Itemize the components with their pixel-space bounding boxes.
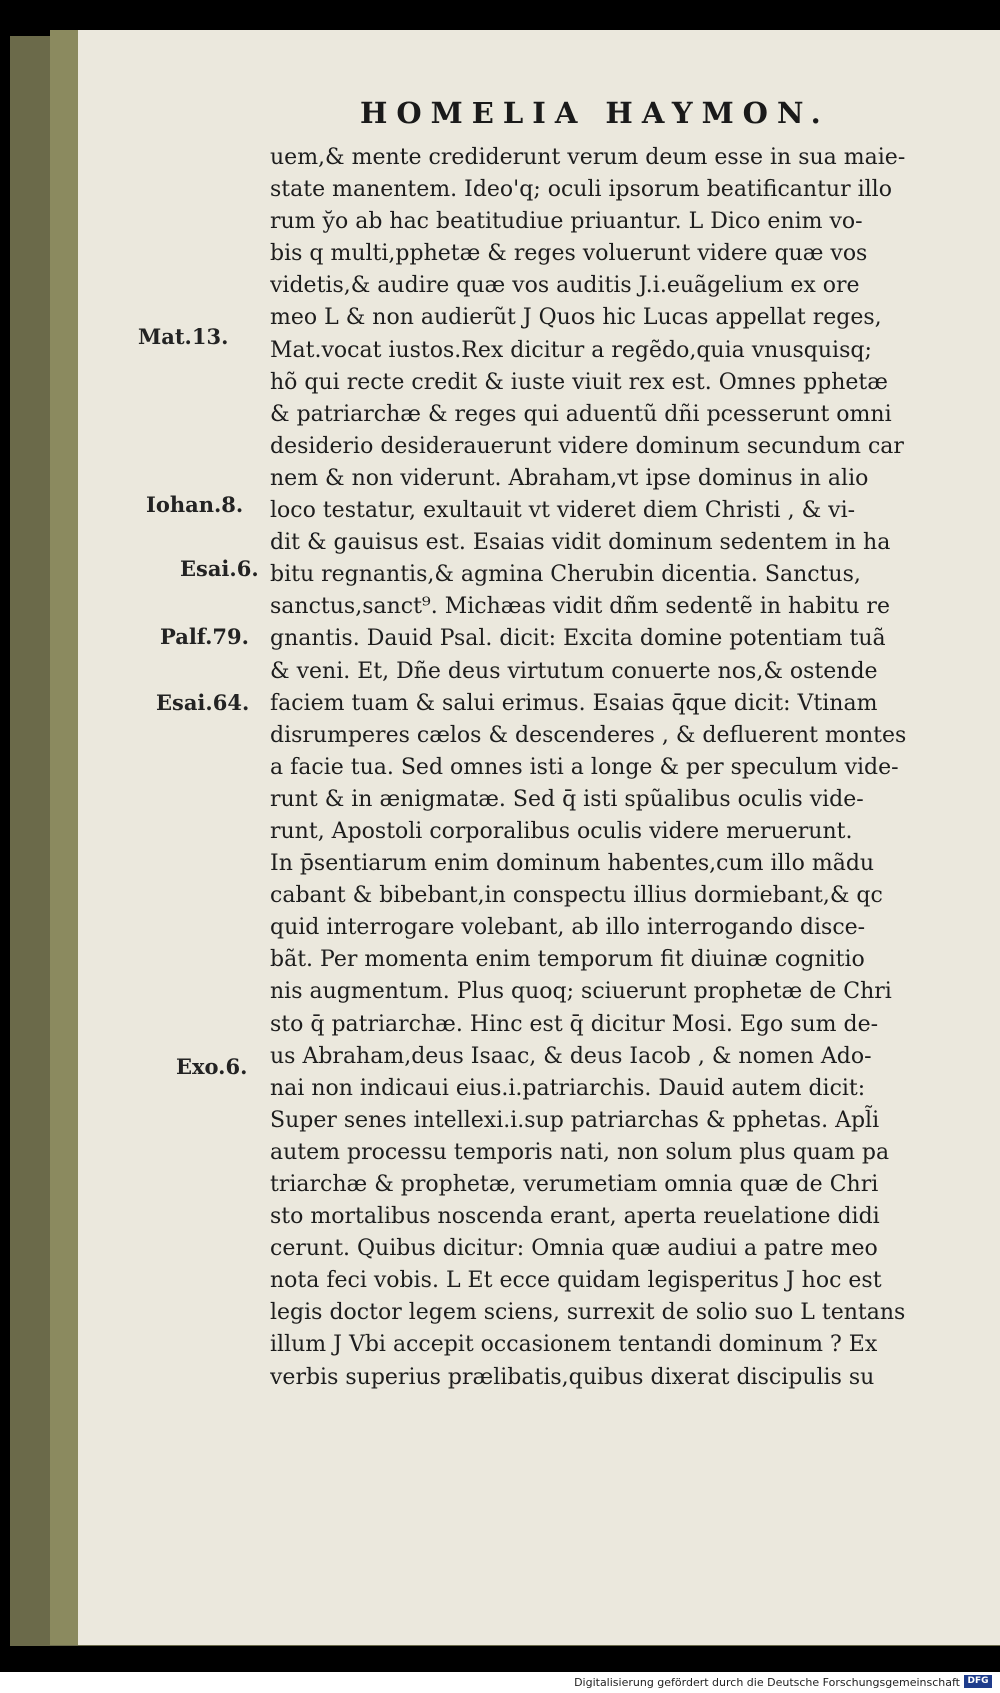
text-line: quid interrogare volebant, ab illo interrogando disce- [270, 915, 866, 941]
margin-note: Palf.79. [160, 624, 249, 649]
text-line: verbis superius prælibatis,quibus dixerat discipulis su [270, 1364, 875, 1390]
text-line: bitu regnantis,& agmina Cherubin dicentia. Sanctus, [270, 562, 861, 588]
text-line: disrumperes cælos & descenderes , & defluerent montes [270, 722, 907, 748]
text-line: legis doctor legem sciens, surrexit de solio suo L tentans [270, 1300, 906, 1326]
text-line: cerunt. Quibus dicitur: Omnia quæ audiui a patre meo [270, 1236, 878, 1262]
margin-note: Esai.64. [156, 690, 250, 715]
text-line: sto mortalibus noscenda erant, aperta reuelatione didi [270, 1204, 880, 1230]
text-line: Super senes intellexi.i.sup patriarchas & pphetas. Apl̃i [270, 1107, 880, 1133]
running-head: HOMELIA HAYMON. [360, 96, 830, 130]
text-line: uem,& mente crediderunt verum deum esse in sua maie- [270, 145, 906, 170]
text-line: nem & non viderunt. Abraham,vt ipse dominus in alio [270, 465, 869, 491]
text-line: cabant & bibebant,in conspectu illius dormiebant,& qc [270, 883, 883, 909]
text-line: meo L & non audierũt J Quos hic Lucas appellat reges, [270, 305, 882, 331]
dfg-logo-icon: DFG [964, 1675, 992, 1688]
text-line: us Abraham,deus Isaac, & deus Iacob , & nomen Ado- [270, 1043, 872, 1069]
text-line: bãt. Per momenta enim temporum fit diuinæ cognitio [270, 947, 865, 973]
text-line: nai non indicaui eius.i.patriarchis. Dauid autem dicit: [270, 1075, 866, 1101]
text-line: runt & in ænigmatæ. Sed q̄ isti spũalibus oculis vide- [270, 786, 864, 812]
text-line: & veni. Et, Dñe deus virtutum conuerte nos,& ostende [270, 658, 878, 684]
text-line: nota feci vobis. L Et ecce quidam legisperitus J hoc est [270, 1268, 882, 1294]
margin-note: Iohan.8. [146, 492, 244, 517]
text-line: triarchæ & prophetæ, verumetiam omnia quæ de Chri [270, 1172, 879, 1197]
text-line: nis augmentum. Plus quoq; sciuerunt prophetæ de Chri [270, 979, 892, 1005]
text-line: & patriarchæ & reges qui aduentũ dñi pcesserunt omni [270, 401, 892, 427]
text-line: faciem tuam & salui erimus. Esaias q̄que dicit: Vtinam [270, 690, 878, 716]
margin-note: Esai.6. [180, 556, 259, 581]
text-line: Mat.vocat iustos.Rex dicitur a regẽdo,quia vnusquisq; [270, 337, 872, 363]
text-line: hõ qui recte credit & iuste viuit rex est. Omnes pphetæ [270, 369, 888, 395]
text-line: gnantis. Dauid Psal. dicit: Excita domine potentiam tuã [270, 626, 886, 652]
text-line: In p̄sentiarum enim dominum habentes,cum illo mãdu [270, 851, 875, 877]
text-line: illum J Vbi accepit occasionem tentandi dominum ? Ex [270, 1332, 878, 1358]
text-line: bis q multi,pphetæ & reges voluerunt videre quæ vos [270, 241, 868, 267]
text-line: autem processu temporis nati, non solum plus quam pa [270, 1139, 890, 1165]
text-line: videtis,& audire quæ vos auditis J.i.euãgelium ex ore [270, 273, 860, 299]
text-line: loco testatur, exultauit vt videret diem Christi , & vi- [270, 498, 856, 524]
body-text [270, 142, 960, 1394]
footer-credit: Digitalisierung gefördert durch die Deutsche Forschungsgemeinschaft [574, 1676, 960, 1689]
text-line: sanctus,sanct⁹. Michæas vidit dñm sedentẽ in habitu re [270, 594, 890, 620]
margin-note: Mat.13. [138, 324, 229, 349]
text-line: rum y̆o ab hac beatitudiue priuantur. L Dico enim vo- [270, 209, 863, 235]
text-line: a facie tua. Sed omnes isti a longe & per speculum vide- [270, 754, 899, 780]
text-line: sto q̄ patriarchæ. Hinc est q̄ dicitur Mosi. Ego sum de- [270, 1011, 879, 1037]
text-line: state manentem. Ideo'q; oculi ipsorum beatificantur illo [270, 177, 892, 203]
margin-note: Exo.6. [176, 1054, 248, 1079]
text-line: desiderio desiderauerunt videre dominum secundum car [270, 433, 904, 459]
text-line: runt, Apostoli corporalibus oculis videre meruerunt. [270, 818, 853, 844]
text-line: dit & gauisus est. Esaias vidit dominum sedentem in ha [270, 530, 891, 556]
